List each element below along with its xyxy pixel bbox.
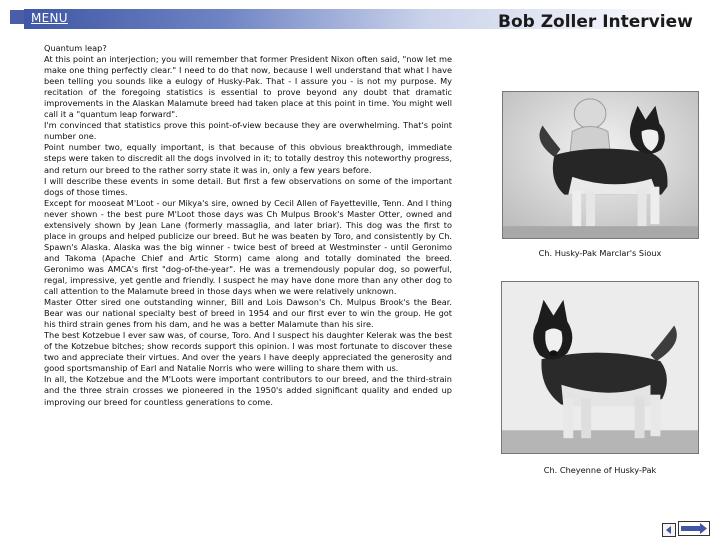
- article-paragraph: The best Kotzebue I ever saw was, of course, Toro. And I suspect his daughter Kelerak was the best of the Kotzebue bitches; show records support this opinion. I was most fortunate to discover these two and appreciate their virtues. And over the years I have deeply appreciated the generosity and good sportsmanship of Earl and Natalie Norris who were willing to share them with us.: [44, 330, 452, 374]
- menu-link[interactable]: MENU: [31, 11, 68, 25]
- article-paragraph: Master Otter sired one outstanding winner, Bill and Lois Dawson's Ch. Mulpus Brook's the Bear. Bear was our national specialty best of breed in 1954 and our first ever to win the group. He got his third strain genes from his dam, and he was a better Malamute than his sire.: [44, 297, 452, 330]
- article-body: [44, 43, 452, 503]
- corner-decoration: [10, 10, 24, 24]
- article-paragraph: At this point an interjection; you will remember that former President Nixon often said, "now let me make one thing perfectly clear." I need to do that now, because I well understand that what I have been telling you sounds like a eulogy of Husky-Pak. That - I assure you - is not my purpose. My recitation of the foregoing statistics is essential to prove beyond any doubt that dramatic improvements in the Alaskan Malamute breed had taken place at this point in time. You might well call it a "quantum leap forward".: [44, 54, 452, 120]
- dog-photo-sioux: [502, 91, 699, 239]
- back-arrow-icon[interactable]: [662, 522, 676, 536]
- article-paragraph: Except for mooseat M'Loot - our Mikya's sire, owned by Cecil Allen of Fayetteville, Tenn. And I thing never shown - the best pure M'Loot those days was Ch Mulpus Brook's Master Otter, owned and extensively shown by Jean Lane (formerly massaglia, and later briar). This dog was the first to place in groups and helped publicize our breed. But he was beaten by Toro, and consistently by Ch. Spawn's Alaska. Alaska was the big winner - twice best of breed at Westminster - until Geronimo and Takoma (Apache Chief and Artic Storm) came along and totally dominated the breed. Geronimo was AMCA's first "dog-of-the-year". He was a tremendously popular dog, so powerful, regal, impressive, yet gentle and friendly. I suspect he may have done more than any other dog to call attention to the Malamute breed in those days when we were relatively unknown.: [44, 197, 452, 297]
- article-paragraph: Quantum leap?: [44, 43, 107, 53]
- photo-caption: Ch. Husky-Pak Marclar's Sioux: [538, 248, 662, 258]
- next-arrow-icon[interactable]: [678, 521, 710, 536]
- dog-photo-cheyenne: [501, 281, 699, 454]
- article-paragraph: I'm convinced that statistics prove this point-of-view because they are overwhelming. That's point number one.: [44, 120, 452, 142]
- article-paragraph: Point number two, equally important, is that because of this obvious breakthrough, immediate steps were taken to discredit all the dogs involved in it; to totally destroy this noteworthy progress, and return our breed to the rather sorry state it was in, only a few years before.: [44, 142, 452, 175]
- photo-caption: Ch. Cheyenne of Husky-Pak: [543, 465, 657, 475]
- article-paragraph: In all, the Kotzebue and the M'Loots were important contributors to our breed, and the third-strain and the three strain crosses we pioneered in the 1950's added significant quality and ended up improving our breed for countless generations to come.: [44, 374, 452, 407]
- page-title: Bob Zoller Interview: [498, 12, 693, 32]
- article-paragraph: I will describe these events in some detail. But first a few observations on some of the important dogs of those times.: [44, 175, 452, 197]
